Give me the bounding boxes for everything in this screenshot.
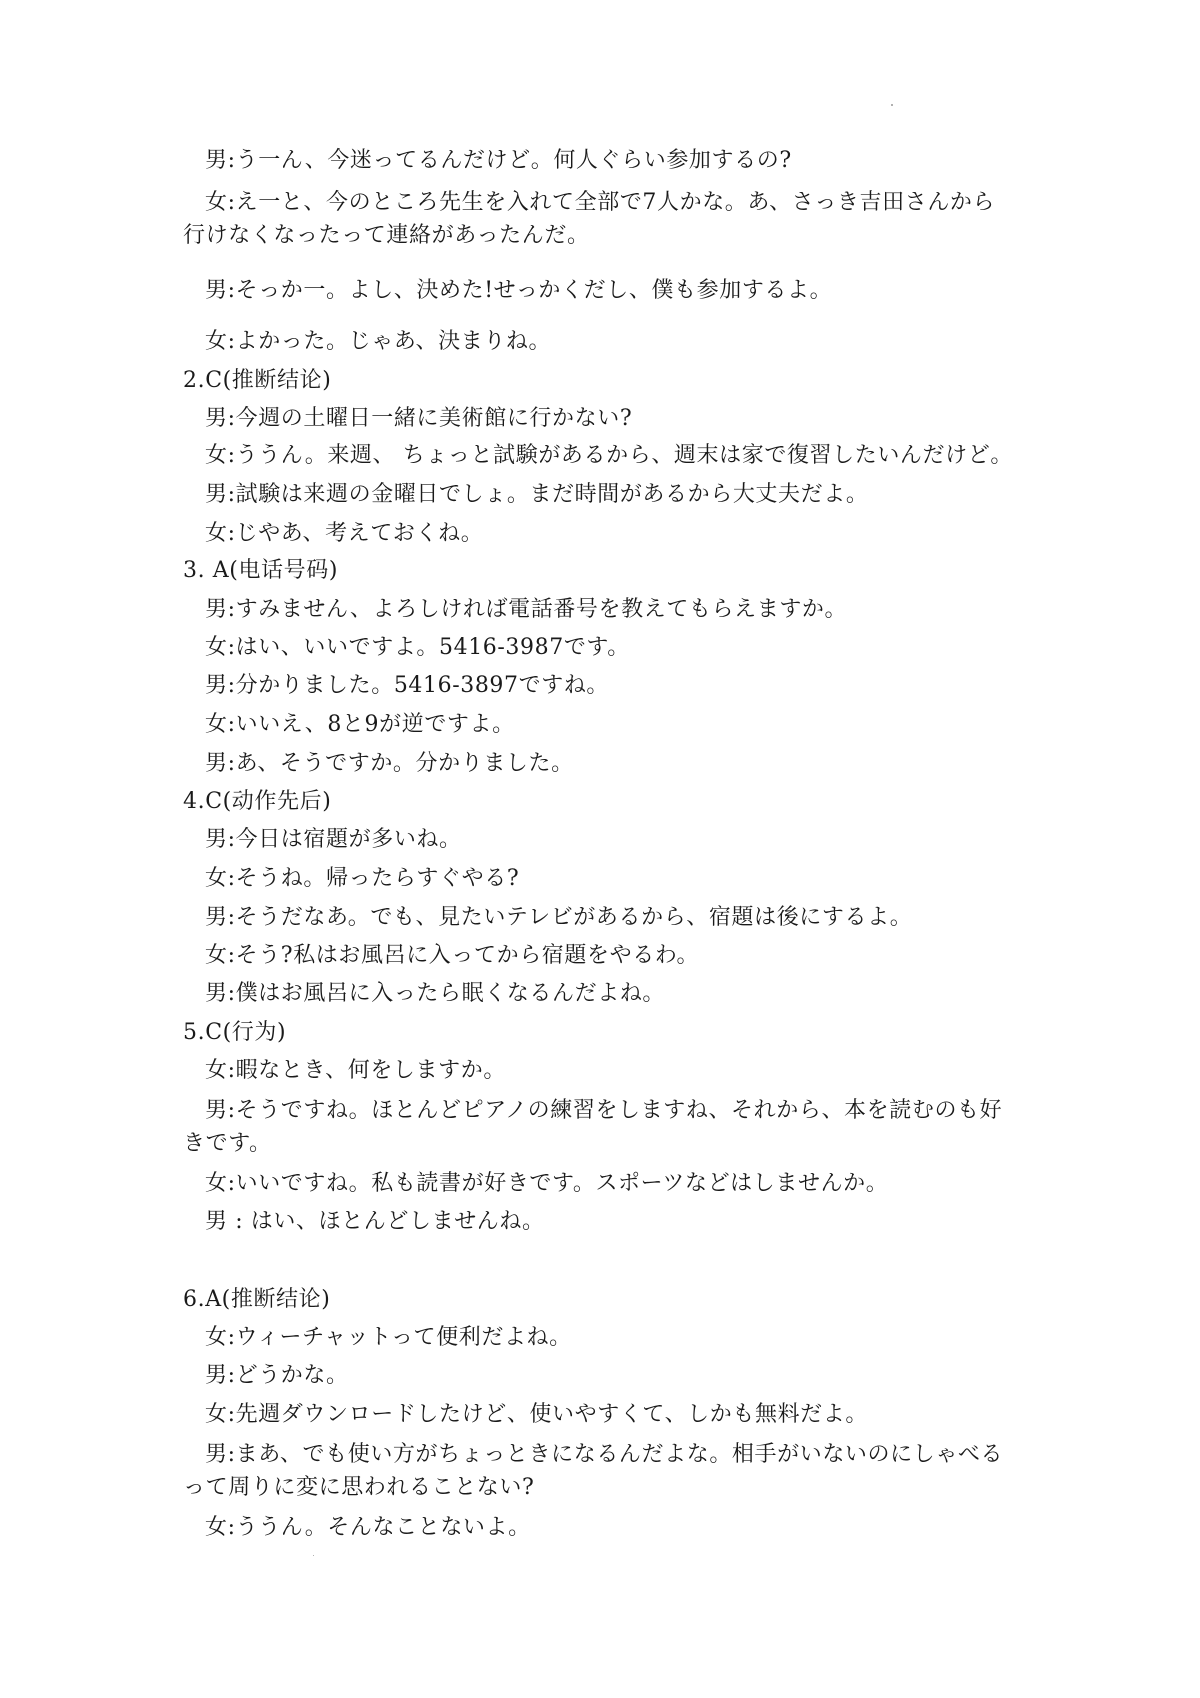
- dialogue-line: 女:暇なとき、何をしますか。: [205, 1058, 506, 1083]
- dialogue-line: 男:試験は来週の金曜日でしょ。まだ時間があるから大丈夫だよ。: [205, 482, 869, 507]
- dialogue-line: 男:そうですね。ほとんどピアノの練習をしますね、それから、本を読むのも好: [205, 1098, 1003, 1123]
- section-heading: 3. A(电话号码): [183, 558, 339, 583]
- dialogue-line: 女:え一と、今のところ先生を入れて全部で7人かな。あ、さっき吉田さんから: [205, 190, 996, 215]
- dialogue-line: 男:あ、そうですか。分かりました。: [205, 751, 574, 776]
- dialogue-line: 男:どうかな。: [205, 1363, 349, 1388]
- speck-mark: [313, 1555, 314, 1556]
- dialogue-line: 男:まあ、でも使い方がちょっときになるんだよな。相手がいないのにしゃべる: [205, 1442, 1004, 1467]
- dialogue-line: 女:はい、いいですよ。5416-3987です。: [205, 635, 630, 660]
- dialogue-line: 女:ウィーチャットって便利だよね。: [205, 1325, 572, 1350]
- dialogue-line-continued: きです。: [183, 1131, 272, 1156]
- dialogue-line: 女:ううん。そんなことないよ。: [205, 1515, 531, 1540]
- dialogue-line: 男:今日は宿題が多いね。: [205, 827, 462, 852]
- dialogue-line: 男:僕はお風呂に入ったら眠くなるんだよね。: [205, 981, 666, 1006]
- dialogue-line: 男 : はい、ほとんどしませんね。: [205, 1209, 545, 1234]
- dialogue-line: 男:すみません、よろしければ電話番号を教えてもらえますか。: [205, 597, 848, 622]
- dialogue-line: 女:じやあ、考えておくね。: [205, 521, 484, 546]
- section-heading: 6.A(推断结论): [183, 1287, 331, 1312]
- dialogue-line: 男:分かりました。5416-3897ですね。: [205, 673, 610, 698]
- dialogue-line: 男:そうだなあ。でも、見たいテレビがあるから、宿題は後にするよ。: [205, 905, 913, 930]
- dialogue-line: 女:よかった。じゃあ、決まりね。: [205, 329, 552, 354]
- dialogue-line: 男:う一ん、今迷ってるんだけど。何人ぐらい参加するの?: [205, 148, 792, 173]
- dialogue-line: 女:ううん。来週、 ちょっと試験があるから、週末は家で復習したいんだけど。: [205, 443, 1013, 468]
- dialogue-line-continued: って周りに変に思われることない?: [183, 1475, 535, 1500]
- section-heading: 2.C(推断结论): [183, 368, 332, 393]
- dialogue-line-continued: 行けなくなったって連絡があったんだ。: [183, 223, 590, 248]
- dialogue-line: 女:いいえ、8と9が逆ですよ。: [205, 712, 515, 737]
- dialogue-line: 女:そうね。帰ったらすぐやる?: [205, 866, 520, 891]
- dialogue-line: 男:今週の土曜日一緒に美術館に行かない?: [205, 406, 633, 431]
- dialogue-line: 男:そっか一。よし、決めた!せっかくだし、僕も参加するよ。: [205, 278, 833, 303]
- dialogue-line: 女:いいですね。私も読書が好きです。スポーツなどはしませんか。: [205, 1171, 889, 1196]
- dialogue-line: 女:先週ダウンロードしたけど、使いやすくて、しかも無料だよ。: [205, 1402, 868, 1427]
- speck-mark: [891, 104, 893, 106]
- dialogue-line: 女:そう?私はお風呂に入ってから宿題をやるわ。: [205, 943, 700, 968]
- section-heading: 5.C(行为): [183, 1020, 287, 1045]
- section-heading: 4.C(动作先后): [183, 789, 332, 814]
